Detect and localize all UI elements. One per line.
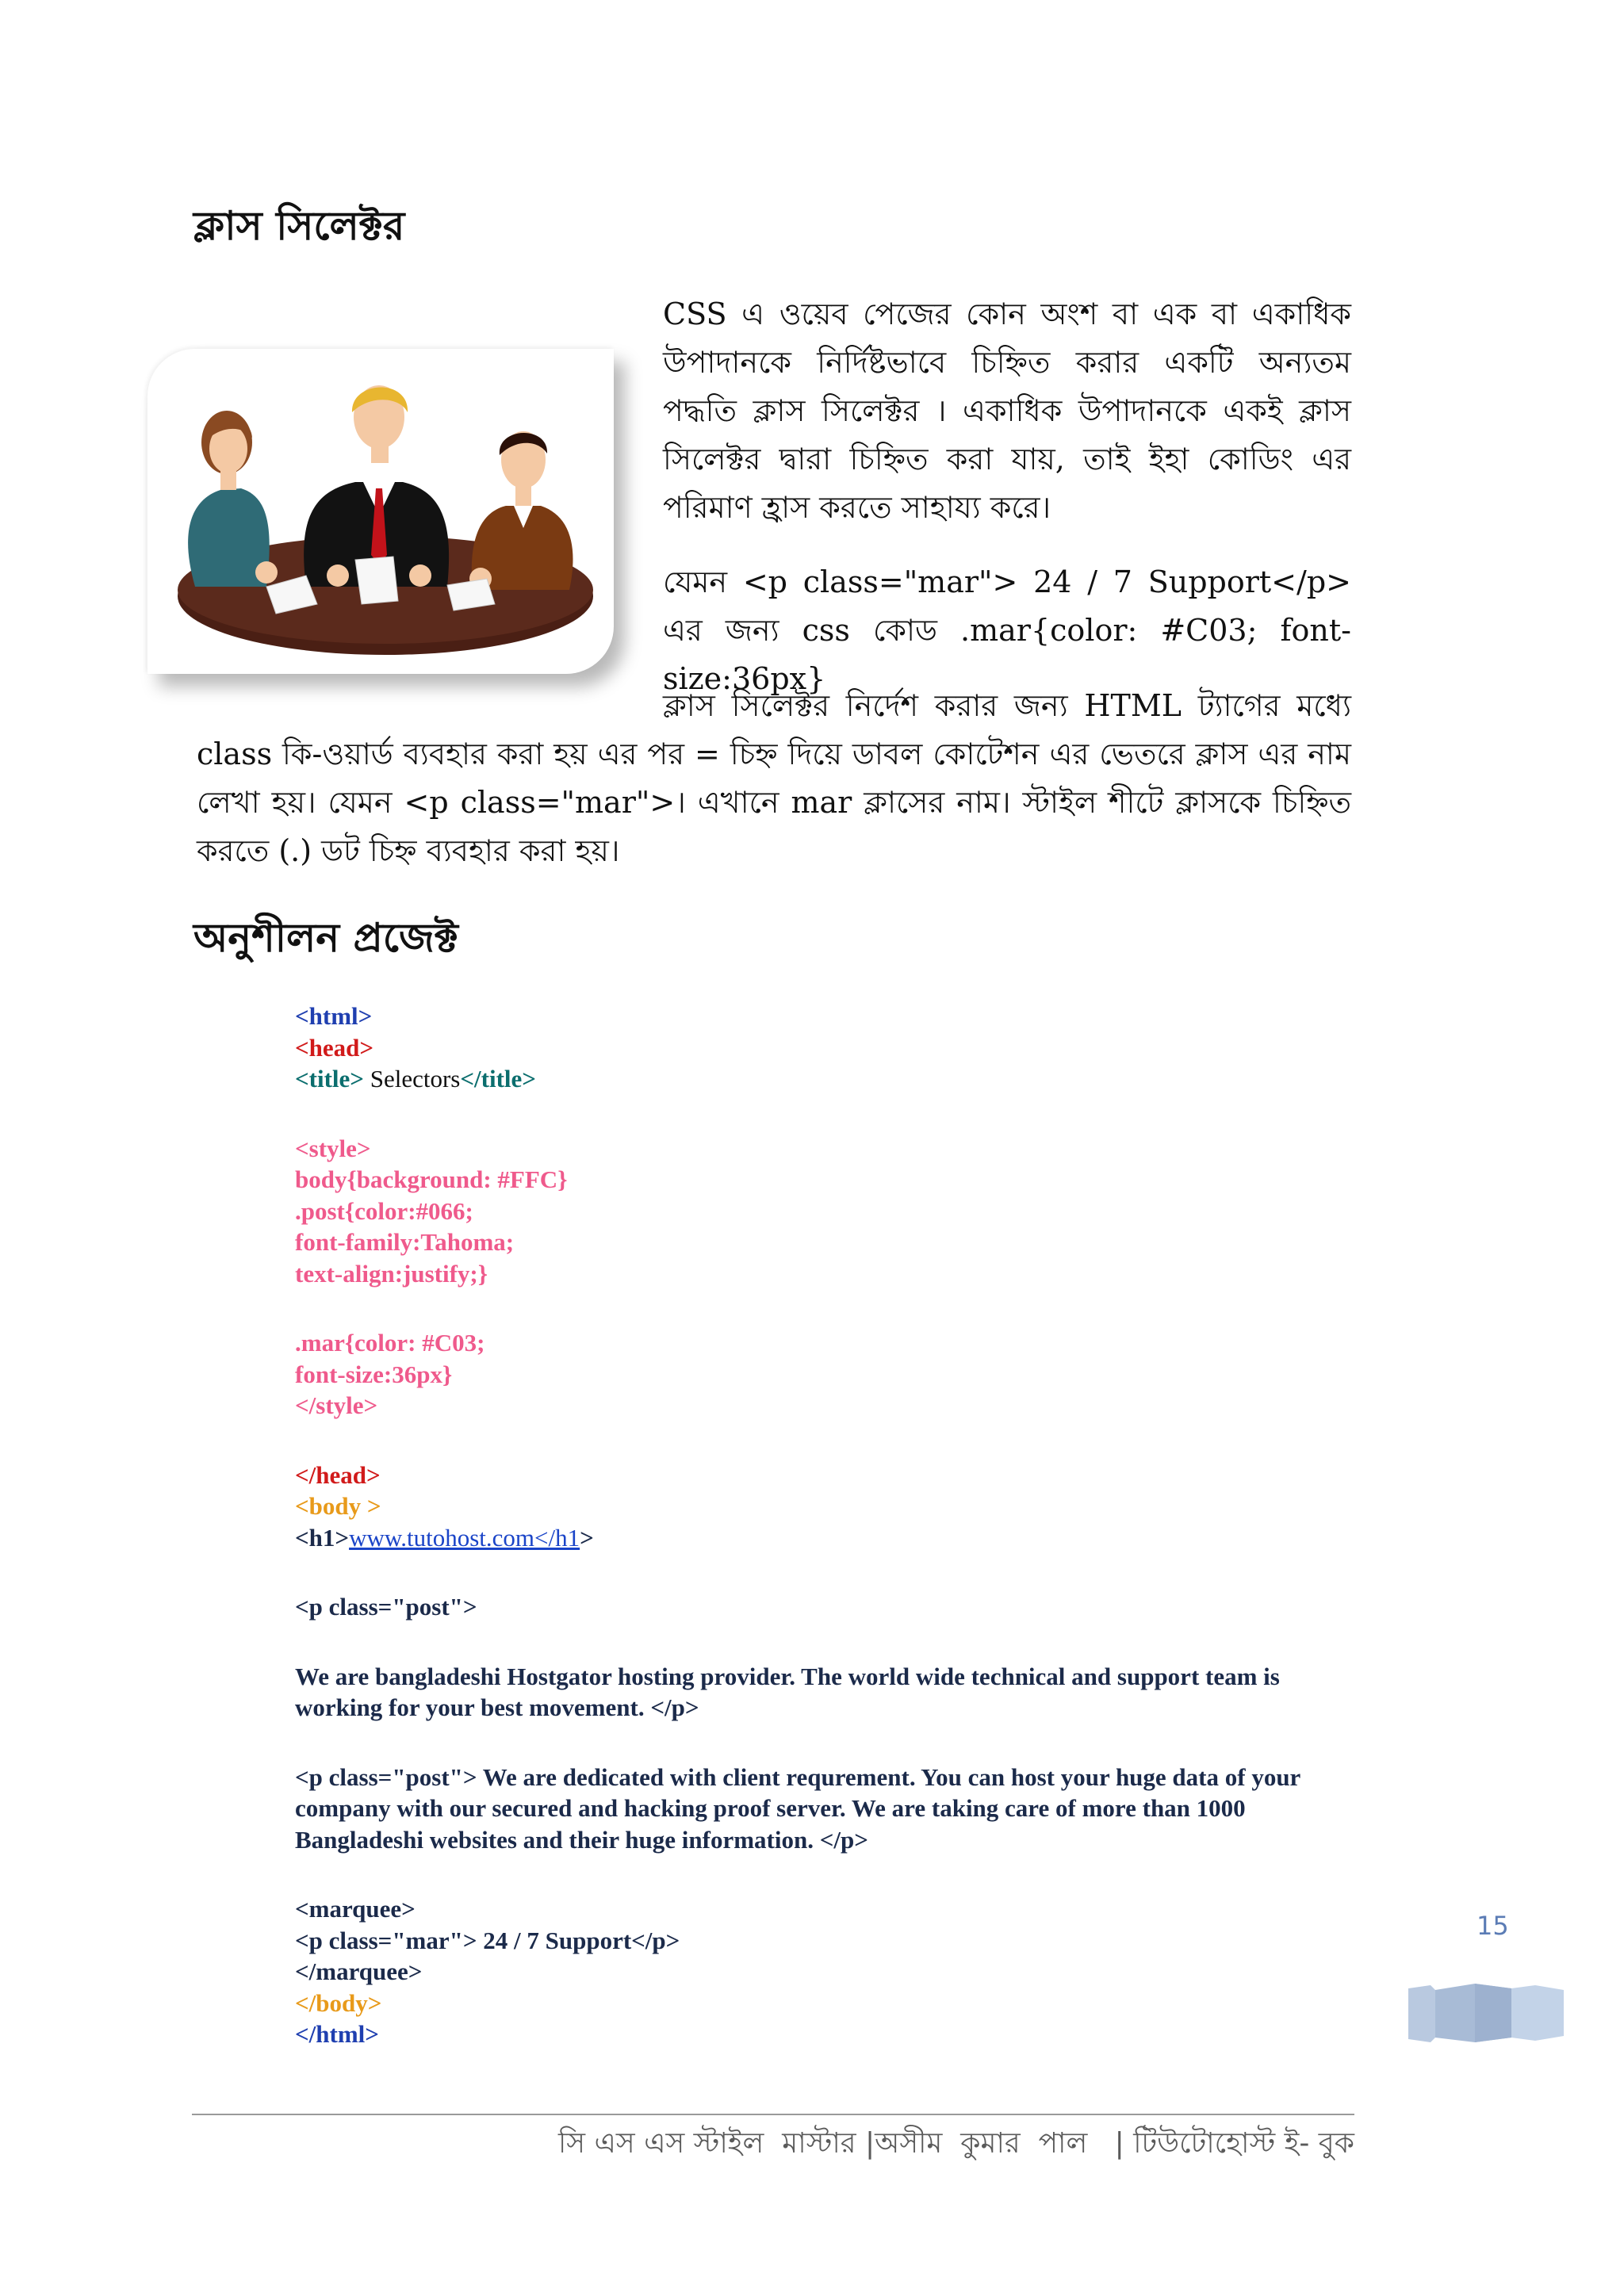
business-meeting-icon <box>147 349 614 674</box>
section-heading-class-selector: ক্লাস সিলেক্টর <box>193 203 405 249</box>
code-line-style-close: </style> <box>295 1391 378 1419</box>
code-line-title <box>295 1063 1358 1095</box>
usage-paragraph-first-line: ক্লাস সিলেক্টর নির্দেশ করার জন্য HTML ট্যাগের মধ্যে <box>663 688 1351 723</box>
code-listing <box>295 1001 1358 2050</box>
intro-paragraph: CSS এ ওয়েব পেজের কোন অংশ বা এক বা একাধিক উপাদানকে নির্দিষ্টভাবে চিহ্নিত করার একটি অন্যতম পদ্ধতি ক্লাস সিলেক্টর । একাধিক উপাদানকে একই ক্লাস সিলেক্টর দ্বারা চিহ্নিত করা যায়, তাই ইহা কোডিং এর পরিমাণ হ্রাস করতে সাহায্য করে। <box>663 297 1351 525</box>
code-line-html-close: </html> <box>295 2020 379 2048</box>
code-line-css-mar-1: .mar{color: #C03; <box>295 1329 485 1357</box>
example-paragraph: যেমন <p class="mar"> 24 / 7 Support</p> এর জন্য css কোড .mar{color: #C03; font-size:36px} <box>663 564 1351 696</box>
code-line-p-mar: <p class="mar"> 24 / 7 Support</p> <box>295 1926 680 1954</box>
code-line-body-open: <body > <box>295 1492 381 1520</box>
code-line-html-open: <html> <box>295 1002 373 1030</box>
code-h1-end: > <box>580 1523 594 1552</box>
code-line-h1 <box>295 1522 1358 1554</box>
code-line-css-mar-2: font-size:36px} <box>295 1360 453 1388</box>
code-line-style-open: <style> <box>295 1134 371 1162</box>
usage-paragraph-rest: class কি-ওয়ার্ড ব্যবহার করা হয় এর পর = চিহ্ন দিয়ে ডাবল কোটেশন এর ভেতরে ক্লাস এর নাম লেখা হয়। যেমন <p class="mar">। এখানে mar ক্লাসের নাম। স্টাইল শীটে ক্লাসকে চিহ্নিত করতে (.) ডট চিহ্ন ব্যবহার করা হয়। <box>197 737 1351 868</box>
code-h1-open-tag: <h1> <box>295 1523 350 1552</box>
business-meeting-illustration <box>147 349 614 674</box>
tutohost-link[interactable]: www.tutohost.com</h1 <box>349 1523 580 1552</box>
page-number: 15 <box>1477 1911 1509 1941</box>
code-title-close-tag: </title> <box>460 1065 536 1093</box>
code-title-open-tag: <title> <box>295 1065 364 1093</box>
code-line-marquee-close: </marquee> <box>295 1957 423 1985</box>
code-line-css-post-3: text-align:justify;} <box>295 1259 488 1288</box>
footer-divider <box>192 2114 1354 2115</box>
code-line-css-body: body{background: #FFC} <box>295 1165 568 1193</box>
footer-text: সি এস এস স্টাইল মাস্টার |অসীম কুমার পাল | টিউটোহোস্ট ই- বুক <box>557 2127 1354 2160</box>
code-line-body-close: </body> <box>295 1988 382 2017</box>
code-line-p-post-open: <p class="post"> <box>295 1593 477 1621</box>
code-line-marquee-open: <marquee> <box>295 1895 416 1923</box>
code-line-head-open: <head> <box>295 1033 374 1062</box>
code-line-css-post-2: font-family:Tahoma; <box>295 1228 515 1256</box>
page-tab-decoration-icon <box>1408 1982 1564 2044</box>
code-line-css-post-1: .post{color:#066; <box>295 1196 473 1225</box>
section-heading-practice-project: অনুশীলন প্রজেক্ট <box>193 915 458 961</box>
code-line-p-post-text: We are bangladeshi Hostgator hosting provider. The world wide technical and support team is working for your best movement. </p> <box>295 1662 1280 1721</box>
code-title-text: Selectors <box>363 1065 461 1093</box>
code-line-p-post2: <p class="post"> We are dedicated with client requrement. You can host your huge data of your company with our secured and hacking proof server. We are taking care of more than 1000 Bangladeshi websites and their huge information. </p> <box>295 1762 1300 1854</box>
code-line-head-close: </head> <box>295 1460 381 1489</box>
